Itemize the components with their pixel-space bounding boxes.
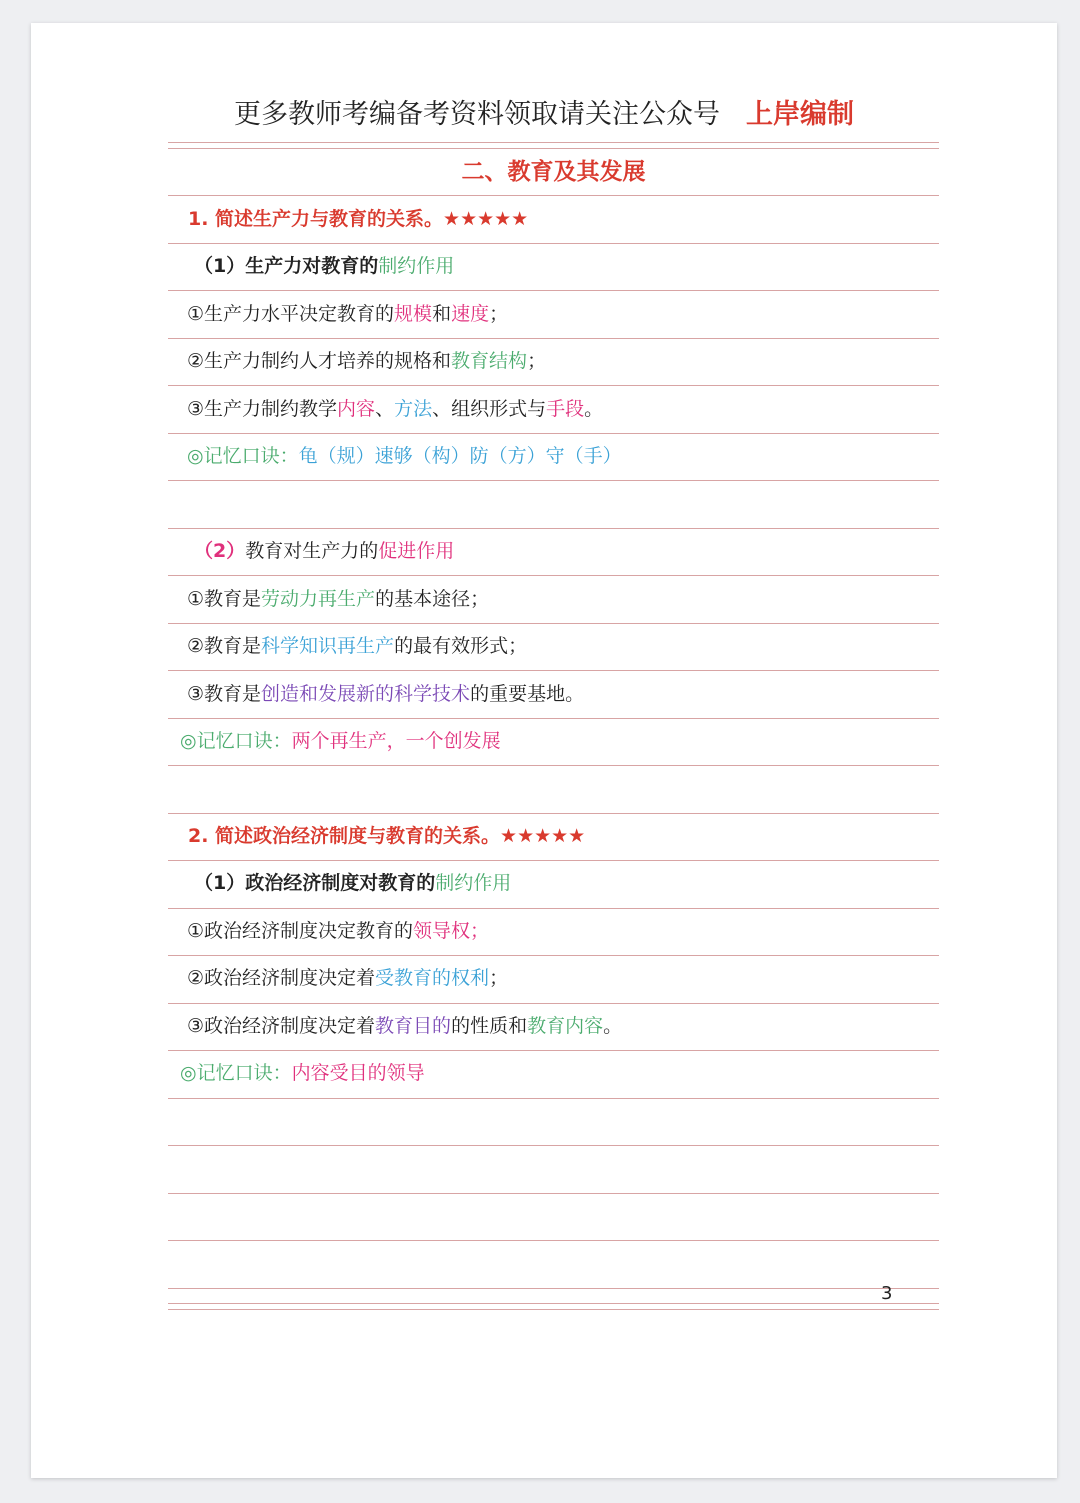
q1-part2-highlight: 促进作用 [378, 540, 455, 562]
mnemonic-label: ◎记忆口诀： [180, 1062, 292, 1084]
item-text: 的重要基地。 [470, 683, 585, 705]
header-text: 更多教师考编备考资料领取请关注公众号 [234, 99, 720, 130]
q1-part2-item-3 [168, 671, 958, 718]
rule-line [168, 1145, 939, 1146]
item-highlight: 内容 [337, 398, 376, 420]
q2-part1-mnemonic [168, 1050, 951, 1097]
q1-part2-heading [168, 528, 965, 575]
item-text: ①政治经济制度决定教育的 [187, 920, 414, 942]
rule-line [168, 1303, 939, 1304]
q1-part2-prefix: （2） [194, 540, 246, 562]
item-text: 的性质和 [451, 1015, 528, 1037]
q1-part1-heading [168, 243, 965, 290]
item-text: ③政治经济制度决定着 [187, 1015, 376, 1037]
item-highlight: 教育内容 [527, 1015, 604, 1037]
item-highlight: 科学知识再生产 [261, 635, 395, 657]
item-highlight: 手段 [546, 398, 585, 420]
rule-line [168, 1309, 939, 1310]
q1-part1-mnemonic [168, 433, 958, 480]
document-page [31, 23, 1057, 1478]
q1-part2-item-2 [168, 623, 958, 670]
item-text: ③生产力制约教学 [187, 398, 338, 420]
item-highlight: 领导权； [413, 920, 490, 942]
q1-part1-item-1 [168, 291, 958, 338]
q1-part1-item-3 [168, 386, 958, 433]
question-1-title: 1. 简述生产力与教育的关系。★★★★★ [188, 208, 529, 230]
item-text: 的基本途径； [375, 588, 490, 610]
rule-line [168, 765, 939, 766]
item-text: ②生产力制约人才培养的规格和 [187, 350, 452, 372]
item-text: ； [527, 350, 547, 372]
item-highlight: 创造和发展新的科学技术 [261, 683, 471, 705]
item-text: 。 [584, 398, 604, 420]
q1-part2-mid: 教育对生产力的 [245, 540, 379, 562]
item-text: ； [489, 967, 509, 989]
q1-part2-item-1 [168, 576, 958, 623]
item-text: ①生产力水平决定教育的 [187, 303, 395, 325]
mnemonic-label: ◎记忆口诀： [180, 730, 292, 752]
question-2-title: 2. 简述政治经济制度与教育的关系。★★★★★ [188, 825, 586, 847]
mnemonic-text: 两个再生产，一个创发展 [291, 730, 501, 752]
q2-part1-heading [168, 860, 965, 907]
rule-line [168, 1098, 939, 1099]
mnemonic-text: 龟（规）速够（构）防（方）守（手） [298, 445, 622, 467]
page-header [31, 93, 1057, 137]
mnemonic-label: ◎记忆口诀： [187, 445, 299, 467]
item-text: 、 [375, 398, 395, 420]
section-title: 二、教育及其发展 [461, 159, 646, 185]
item-highlight: 劳动力再生产 [261, 588, 376, 610]
q2-part1-highlight: 制约作用 [435, 872, 512, 894]
item-text: ③教育是 [187, 683, 262, 705]
item-text: 的最有效形式； [394, 635, 528, 657]
q2-part1-prefix: （1）政治经济制度对教育的 [194, 872, 436, 894]
q2-part1-item-1 [168, 908, 958, 955]
rule-line [168, 142, 939, 143]
rule-line [168, 480, 939, 481]
item-highlight: 方法 [394, 398, 433, 420]
q1-part2-mnemonic [168, 718, 951, 765]
item-highlight: 速度 [451, 303, 490, 325]
item-text: 、组织形式与 [432, 398, 547, 420]
item-text: 和 [432, 303, 452, 325]
header-brand: 上岸编制 [746, 99, 854, 130]
page-number: 3 [881, 1283, 893, 1304]
q1-part1-item-2 [168, 338, 958, 385]
rule-line [168, 1193, 939, 1194]
q2-part1-item-3 [168, 1003, 958, 1050]
q1-part1-prefix: （1）生产力对教育的 [194, 255, 379, 277]
item-highlight: 受教育的权利 [375, 967, 490, 989]
rule-line [168, 1240, 939, 1241]
rule-line [168, 1288, 939, 1289]
mnemonic-text: 内容受目的领导 [291, 1062, 425, 1084]
item-text: ②政治经济制度决定着 [187, 967, 376, 989]
item-text: ①教育是 [187, 588, 262, 610]
item-text: 。 [603, 1015, 623, 1037]
q1-part1-highlight: 制约作用 [378, 255, 455, 277]
item-text: ②教育是 [187, 635, 262, 657]
item-highlight: 规模 [394, 303, 433, 325]
q2-part1-item-2 [168, 955, 958, 1002]
item-highlight: 教育目的 [375, 1015, 452, 1037]
item-text: ； [489, 303, 509, 325]
item-highlight: 教育结构 [451, 350, 528, 372]
